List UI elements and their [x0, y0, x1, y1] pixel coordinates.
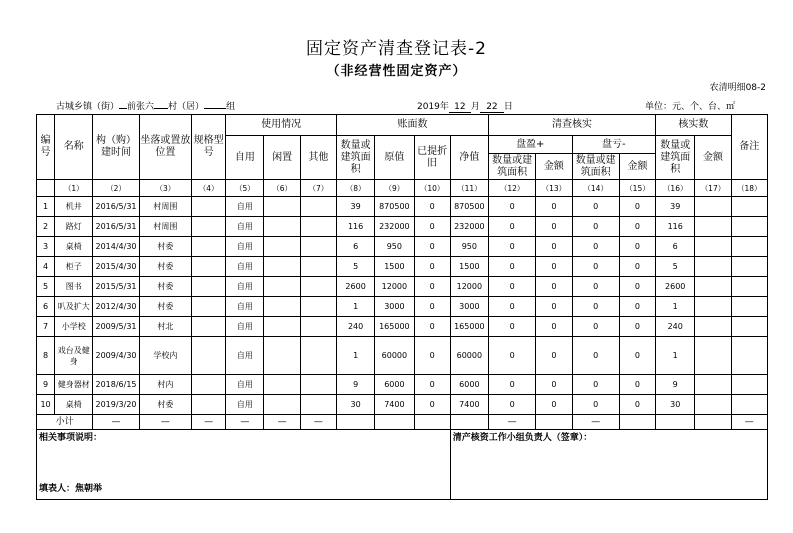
row-spec[interactable] [192, 297, 226, 317]
column-number: （16） [656, 180, 695, 197]
column-number: （10） [414, 180, 450, 197]
row-verified-amt[interactable] [695, 217, 731, 237]
row-place[interactable]: 村内 [139, 375, 191, 395]
subtotal-cell[interactable] [414, 415, 450, 430]
village-label: 村（居） [168, 102, 205, 112]
row-spec[interactable] [192, 217, 226, 237]
row-deficit-amt[interactable]: 0 [619, 197, 655, 217]
row-surplus-amt[interactable]: 0 [536, 257, 572, 277]
col-deficit-amt-header: 金额 [619, 154, 655, 180]
row-book-dep[interactable]: 0 [414, 277, 450, 297]
row-verified-amt[interactable] [695, 237, 731, 257]
row-verified-amt[interactable] [695, 277, 731, 297]
row-surplus-amt[interactable]: 0 [536, 277, 572, 297]
date-day-label: 日 [503, 102, 513, 112]
row-seq[interactable]: 7 [37, 317, 55, 337]
row-book-net[interactable]: 6000 [450, 375, 488, 395]
row-usage-idle[interactable] [264, 217, 300, 237]
column-number: （18） [731, 180, 767, 197]
report-date [417, 99, 513, 113]
row-usage-idle[interactable] [264, 395, 300, 415]
row-spec[interactable] [192, 395, 226, 415]
row-book-qty[interactable]: 1 [336, 297, 374, 317]
table-row [37, 337, 768, 375]
row-seq[interactable]: 10 [37, 395, 55, 415]
row-usage-idle[interactable] [264, 317, 300, 337]
row-verified-qty[interactable]: 2600 [656, 277, 695, 297]
subtotal-cell[interactable] [656, 415, 695, 430]
row-surplus-amt[interactable]: 0 [536, 217, 572, 237]
col-surplus-qty-header: 数量或建筑面积 [488, 154, 535, 180]
subtotal-cell[interactable] [336, 415, 374, 430]
row-name[interactable]: 柜子 [55, 257, 93, 277]
column-number: （14） [572, 180, 619, 197]
row-spec[interactable] [192, 257, 226, 277]
col-spec-header: 规格型号 [192, 115, 226, 180]
subtotal-cell[interactable] [695, 415, 731, 430]
filler-label: 填表人： [39, 484, 76, 494]
row-usage-idle[interactable] [264, 297, 300, 317]
col-verified-qty-header: 数量或建筑面积 [656, 136, 695, 180]
row-book-orig[interactable]: 3000 [375, 297, 414, 317]
column-number: （9） [375, 180, 414, 197]
row-surplus-amt[interactable]: 0 [536, 197, 572, 217]
row-remark[interactable] [731, 337, 767, 375]
row-usage-other[interactable] [300, 395, 336, 415]
row-usage-self[interactable]: 自用 [226, 297, 264, 317]
signer-cell[interactable] [450, 430, 767, 500]
row-seq[interactable]: 6 [37, 297, 55, 317]
row-remark[interactable] [731, 297, 767, 317]
row-seq[interactable]: 2 [37, 217, 55, 237]
row-verified-amt[interactable] [695, 297, 731, 317]
row-place[interactable]: 村委 [139, 277, 191, 297]
row-deficit-qty[interactable]: 0 [572, 277, 619, 297]
row-book-dep[interactable]: 0 [414, 317, 450, 337]
row-surplus-qty[interactable]: 0 [488, 395, 535, 415]
row-usage-other[interactable] [300, 217, 336, 237]
row-surplus-qty[interactable]: 0 [488, 337, 535, 375]
row-place[interactable]: 村委 [139, 395, 191, 415]
row-book-orig[interactable]: 60000 [375, 337, 414, 375]
row-date[interactable]: 2015/4/30 [93, 257, 139, 277]
row-surplus-amt[interactable]: 0 [536, 237, 572, 257]
row-verified-amt[interactable] [695, 257, 731, 277]
table-row [37, 375, 768, 395]
row-book-orig[interactable]: 232000 [375, 217, 414, 237]
row-deficit-qty[interactable]: 0 [572, 197, 619, 217]
row-usage-self[interactable]: 自用 [226, 217, 264, 237]
town-label: 乡镇（街） [74, 102, 120, 112]
subtotal-cell[interactable]: — [226, 415, 264, 430]
row-book-net[interactable]: 7400 [450, 395, 488, 415]
row-deficit-amt[interactable]: 0 [619, 375, 655, 395]
table-row [37, 237, 768, 257]
table-row [37, 197, 768, 217]
row-name[interactable]: 戏台及健身 [55, 337, 93, 375]
column-number: （2） [93, 180, 139, 197]
row-place[interactable]: 村周围 [139, 197, 191, 217]
column-number-row [37, 180, 768, 197]
row-book-dep[interactable]: 0 [414, 257, 450, 277]
filler-name: 焦朝举 [75, 484, 103, 494]
subtotal-cell[interactable]: — [300, 415, 336, 430]
row-verified-qty[interactable]: 39 [656, 197, 695, 217]
subtotal-row [37, 415, 768, 430]
row-usage-self[interactable]: 自用 [226, 237, 264, 257]
row-book-qty[interactable]: 2600 [336, 277, 374, 297]
row-book-net[interactable]: 950 [450, 237, 488, 257]
subtotal-cell[interactable]: — [264, 415, 300, 430]
row-deficit-qty[interactable]: 0 [572, 297, 619, 317]
subtotal-cell[interactable]: — [192, 415, 226, 430]
row-usage-other[interactable] [300, 375, 336, 395]
row-usage-idle[interactable] [264, 237, 300, 257]
row-date[interactable]: 2016/5/31 [93, 217, 139, 237]
row-usage-other[interactable] [300, 337, 336, 375]
subtotal-cell[interactable]: — [139, 415, 191, 430]
row-book-net[interactable]: 3000 [450, 297, 488, 317]
row-name[interactable]: 图书 [55, 277, 93, 297]
date-year: 2019年 [417, 102, 449, 112]
row-remark[interactable] [731, 237, 767, 257]
row-remark[interactable] [731, 197, 767, 217]
row-usage-other[interactable] [300, 197, 336, 217]
row-surplus-qty[interactable]: 0 [488, 197, 535, 217]
row-deficit-qty[interactable]: 0 [572, 337, 619, 375]
row-deficit-amt[interactable]: 0 [619, 337, 655, 375]
row-book-net[interactable]: 165000 [450, 317, 488, 337]
row-book-qty[interactable]: 30 [336, 395, 374, 415]
row-name[interactable]: 机井 [55, 197, 93, 217]
row-date[interactable]: 2009/5/31 [93, 317, 139, 337]
subtotal-cell[interactable] [375, 415, 414, 430]
report-subtitle: （非经营性固定资产） [326, 64, 467, 79]
row-verified-amt[interactable] [695, 395, 731, 415]
row-spec[interactable] [192, 317, 226, 337]
row-book-dep[interactable]: 0 [414, 375, 450, 395]
colnum-seq [37, 180, 55, 197]
row-name[interactable]: 桌椅 [55, 237, 93, 257]
row-usage-other[interactable] [300, 257, 336, 277]
row-usage-self[interactable]: 自用 [226, 337, 264, 375]
row-name[interactable]: 桌椅 [55, 395, 93, 415]
col-seq-header: 编号 [37, 115, 55, 180]
row-surplus-qty[interactable]: 0 [488, 375, 535, 395]
column-number: （8） [336, 180, 374, 197]
row-book-orig[interactable]: 870500 [375, 197, 414, 217]
row-seq[interactable]: 3 [37, 237, 55, 257]
column-number: （6） [264, 180, 300, 197]
col-surplus-header: 盘盈+ [488, 136, 572, 154]
row-book-orig[interactable]: 950 [375, 237, 414, 257]
row-remark[interactable] [731, 217, 767, 237]
col-deficit-qty-header: 数量或建筑面积 [572, 154, 619, 180]
row-book-qty[interactable]: 240 [336, 317, 374, 337]
col-usage-self-header: 自用 [226, 136, 264, 180]
row-verified-qty[interactable]: 6 [656, 237, 695, 257]
col-location-header: 坐落或置放位置 [139, 115, 191, 180]
col-verified-amt-header: 金额 [695, 136, 731, 180]
row-deficit-qty[interactable]: 0 [572, 375, 619, 395]
subtotal-label: 小计 [37, 415, 93, 430]
row-book-net[interactable]: 1500 [450, 257, 488, 277]
col-check-header: 清查核实 [488, 115, 655, 136]
column-number: （17） [695, 180, 731, 197]
row-usage-self[interactable]: 自用 [226, 317, 264, 337]
form-code: 农清明细08-2 [709, 83, 766, 93]
row-book-qty[interactable]: 6 [336, 237, 374, 257]
row-book-dep[interactable]: 0 [414, 297, 450, 317]
row-book-qty[interactable]: 1 [336, 337, 374, 375]
col-book-orig-header: 原值 [375, 136, 414, 180]
row-usage-other[interactable] [300, 277, 336, 297]
row-book-dep[interactable]: 0 [414, 237, 450, 257]
row-name[interactable]: 叭及扩大 [55, 297, 93, 317]
row-place[interactable]: 村委 [139, 297, 191, 317]
row-deficit-amt[interactable]: 0 [619, 297, 655, 317]
col-remark-header: 备注 [731, 115, 767, 180]
row-seq[interactable]: 4 [37, 257, 55, 277]
group-field[interactable] [204, 108, 226, 109]
column-number: （5） [226, 180, 264, 197]
col-date-header: 构（购）建时间 [93, 115, 139, 180]
row-book-dep[interactable]: 0 [414, 217, 450, 237]
column-number: （12） [488, 180, 535, 197]
row-surplus-amt[interactable]: 0 [536, 395, 572, 415]
row-surplus-amt[interactable]: 0 [536, 337, 572, 375]
filler-line [39, 484, 102, 495]
row-deficit-qty[interactable]: 0 [572, 395, 619, 415]
report-title: 固定资产清查登记表-2 [306, 39, 487, 59]
row-book-qty[interactable]: 116 [336, 217, 374, 237]
subtotal-cell[interactable] [619, 415, 655, 430]
row-name[interactable]: 路灯 [55, 217, 93, 237]
col-usage-idle-header: 闲置 [264, 136, 300, 180]
row-remark[interactable] [731, 257, 767, 277]
row-usage-other[interactable] [300, 317, 336, 337]
row-deficit-amt[interactable]: 0 [619, 257, 655, 277]
row-usage-idle[interactable] [264, 337, 300, 375]
row-place[interactable]: 村委 [139, 237, 191, 257]
row-surplus-amt[interactable]: 0 [536, 297, 572, 317]
row-verified-qty[interactable]: 116 [656, 217, 695, 237]
table-row [37, 395, 768, 415]
row-date[interactable]: 2015/5/31 [93, 277, 139, 297]
row-remark[interactable] [731, 375, 767, 395]
row-seq[interactable]: 5 [37, 277, 55, 297]
date-month[interactable]: 12 [449, 102, 471, 113]
subtotal-cell[interactable] [450, 415, 488, 430]
column-number: （13） [536, 180, 572, 197]
row-remark[interactable] [731, 277, 767, 297]
row-date[interactable]: 2014/4/30 [93, 237, 139, 257]
row-surplus-qty[interactable]: 0 [488, 257, 535, 277]
row-name[interactable]: 健身器材 [55, 375, 93, 395]
row-book-net[interactable]: 232000 [450, 217, 488, 237]
row-surplus-amt[interactable]: 0 [536, 375, 572, 395]
row-verified-amt[interactable] [695, 337, 731, 375]
col-surplus-amt-header: 金额 [536, 154, 572, 180]
row-spec[interactable] [192, 337, 226, 375]
row-verified-amt[interactable] [695, 317, 731, 337]
row-deficit-qty[interactable]: 0 [572, 217, 619, 237]
table-row [37, 317, 768, 337]
col-book-dep-header: 已提折旧 [414, 136, 450, 180]
row-deficit-amt[interactable]: 0 [619, 237, 655, 257]
row-verified-qty[interactable]: 1 [656, 297, 695, 317]
row-usage-idle[interactable] [264, 257, 300, 277]
row-verified-qty[interactable]: 240 [656, 317, 695, 337]
row-book-qty[interactable]: 39 [336, 197, 374, 217]
row-usage-self[interactable]: 自用 [226, 375, 264, 395]
row-seq[interactable]: 8 [37, 337, 55, 375]
row-surplus-qty[interactable]: 0 [488, 297, 535, 317]
town-field[interactable]: 古城 [56, 102, 75, 112]
row-spec[interactable] [192, 197, 226, 217]
row-book-net[interactable]: 60000 [450, 337, 488, 375]
column-number: （11） [450, 180, 488, 197]
table-row [37, 257, 768, 277]
unit-label: 单位：元、个、台、㎡ [645, 102, 736, 112]
table-row [37, 217, 768, 237]
row-verified-amt[interactable] [695, 197, 731, 217]
row-surplus-qty[interactable]: 0 [488, 217, 535, 237]
asset-rows [37, 197, 768, 415]
date-month-label: 月 [470, 102, 480, 112]
row-verified-amt[interactable] [695, 375, 731, 395]
village-field[interactable]: 前张六 [127, 102, 155, 112]
col-deficit-header: 盘亏- [572, 136, 656, 154]
row-seq[interactable]: 1 [37, 197, 55, 217]
row-surplus-qty[interactable]: 0 [488, 317, 535, 337]
date-day[interactable]: 22 [480, 102, 504, 113]
signer-label: 清产核资工作小组负责人（签章）： [452, 433, 593, 443]
row-book-net[interactable]: 870500 [450, 197, 488, 217]
row-deficit-qty[interactable]: 0 [572, 317, 619, 337]
row-verified-qty[interactable]: 1 [656, 337, 695, 375]
col-usage-header: 使用情况 [226, 115, 337, 136]
row-usage-other[interactable] [300, 237, 336, 257]
row-date[interactable]: 2018/6/15 [93, 375, 139, 395]
row-spec[interactable] [192, 375, 226, 395]
notes-cell[interactable] [37, 430, 451, 500]
row-book-qty[interactable]: 5 [336, 257, 374, 277]
row-seq[interactable]: 9 [37, 375, 55, 395]
row-book-dep[interactable]: 0 [414, 337, 450, 375]
row-date[interactable]: 2009/4/30 [93, 337, 139, 375]
row-remark[interactable] [731, 317, 767, 337]
asset-table [36, 114, 768, 500]
row-deficit-amt[interactable]: 0 [619, 317, 655, 337]
row-book-net[interactable]: 12000 [450, 277, 488, 297]
row-place[interactable]: 学校内 [139, 337, 191, 375]
row-name[interactable]: 小学校 [55, 317, 93, 337]
row-deficit-amt[interactable]: 0 [619, 217, 655, 237]
subtotal-cell[interactable] [536, 415, 572, 430]
row-verified-qty[interactable]: 9 [656, 375, 695, 395]
row-date[interactable]: 2012/4/30 [93, 297, 139, 317]
row-book-orig[interactable]: 12000 [375, 277, 414, 297]
row-usage-self[interactable]: 自用 [226, 197, 264, 217]
notes-label: 相关事项说明： [39, 433, 103, 443]
row-surplus-qty[interactable]: 0 [488, 237, 535, 257]
group-label: 组 [226, 102, 236, 112]
row-place[interactable]: 村委 [139, 257, 191, 277]
row-surplus-amt[interactable]: 0 [536, 317, 572, 337]
row-date[interactable]: 2016/5/31 [93, 197, 139, 217]
row-usage-self[interactable]: 自用 [226, 277, 264, 297]
row-place[interactable]: 村北 [139, 317, 191, 337]
row-book-dep[interactable]: 0 [414, 395, 450, 415]
row-deficit-qty[interactable]: 0 [572, 257, 619, 277]
row-remark[interactable] [731, 395, 767, 415]
row-deficit-amt[interactable]: 0 [619, 277, 655, 297]
subtotal-cell[interactable]: — [488, 415, 535, 430]
row-usage-self[interactable]: 自用 [226, 257, 264, 277]
row-usage-idle[interactable] [264, 277, 300, 297]
row-book-orig[interactable]: 7400 [375, 395, 414, 415]
table-row [37, 277, 768, 297]
row-book-qty[interactable]: 9 [336, 375, 374, 395]
row-book-dep[interactable]: 0 [414, 197, 450, 217]
subtotal-cell[interactable]: — [93, 415, 139, 430]
row-usage-idle[interactable] [264, 375, 300, 395]
row-place[interactable]: 村周围 [139, 217, 191, 237]
subtotal-cell[interactable]: — [572, 415, 619, 430]
col-book-qty-header: 数量或建筑面积 [336, 136, 374, 180]
row-usage-self[interactable]: 自用 [226, 395, 264, 415]
row-verified-qty[interactable]: 30 [656, 395, 695, 415]
location-line [56, 99, 235, 112]
row-usage-idle[interactable] [264, 197, 300, 217]
row-verified-qty[interactable]: 5 [656, 257, 695, 277]
table-row [37, 297, 768, 317]
row-book-orig[interactable]: 6000 [375, 375, 414, 395]
row-surplus-qty[interactable]: 0 [488, 277, 535, 297]
row-date[interactable]: 2019/3/20 [93, 395, 139, 415]
column-number: （7） [300, 180, 336, 197]
col-book-net-header: 净值 [450, 136, 488, 180]
col-verified-header: 核实数 [656, 115, 732, 136]
row-book-orig[interactable]: 1500 [375, 257, 414, 277]
col-usage-other-header: 其他 [300, 136, 336, 180]
row-spec[interactable] [192, 237, 226, 257]
row-spec[interactable] [192, 277, 226, 297]
row-deficit-qty[interactable]: 0 [572, 237, 619, 257]
col-book-header: 账面数 [336, 115, 488, 136]
column-number: （15） [619, 180, 655, 197]
col-name-header: 名称 [55, 115, 93, 180]
column-number: （3） [139, 180, 191, 197]
row-deficit-amt[interactable]: 0 [619, 395, 655, 415]
column-number: （4） [192, 180, 226, 197]
subtotal-cell[interactable]: — [731, 415, 767, 430]
row-book-orig[interactable]: 165000 [375, 317, 414, 337]
row-usage-other[interactable] [300, 297, 336, 317]
column-number: （1） [55, 180, 93, 197]
